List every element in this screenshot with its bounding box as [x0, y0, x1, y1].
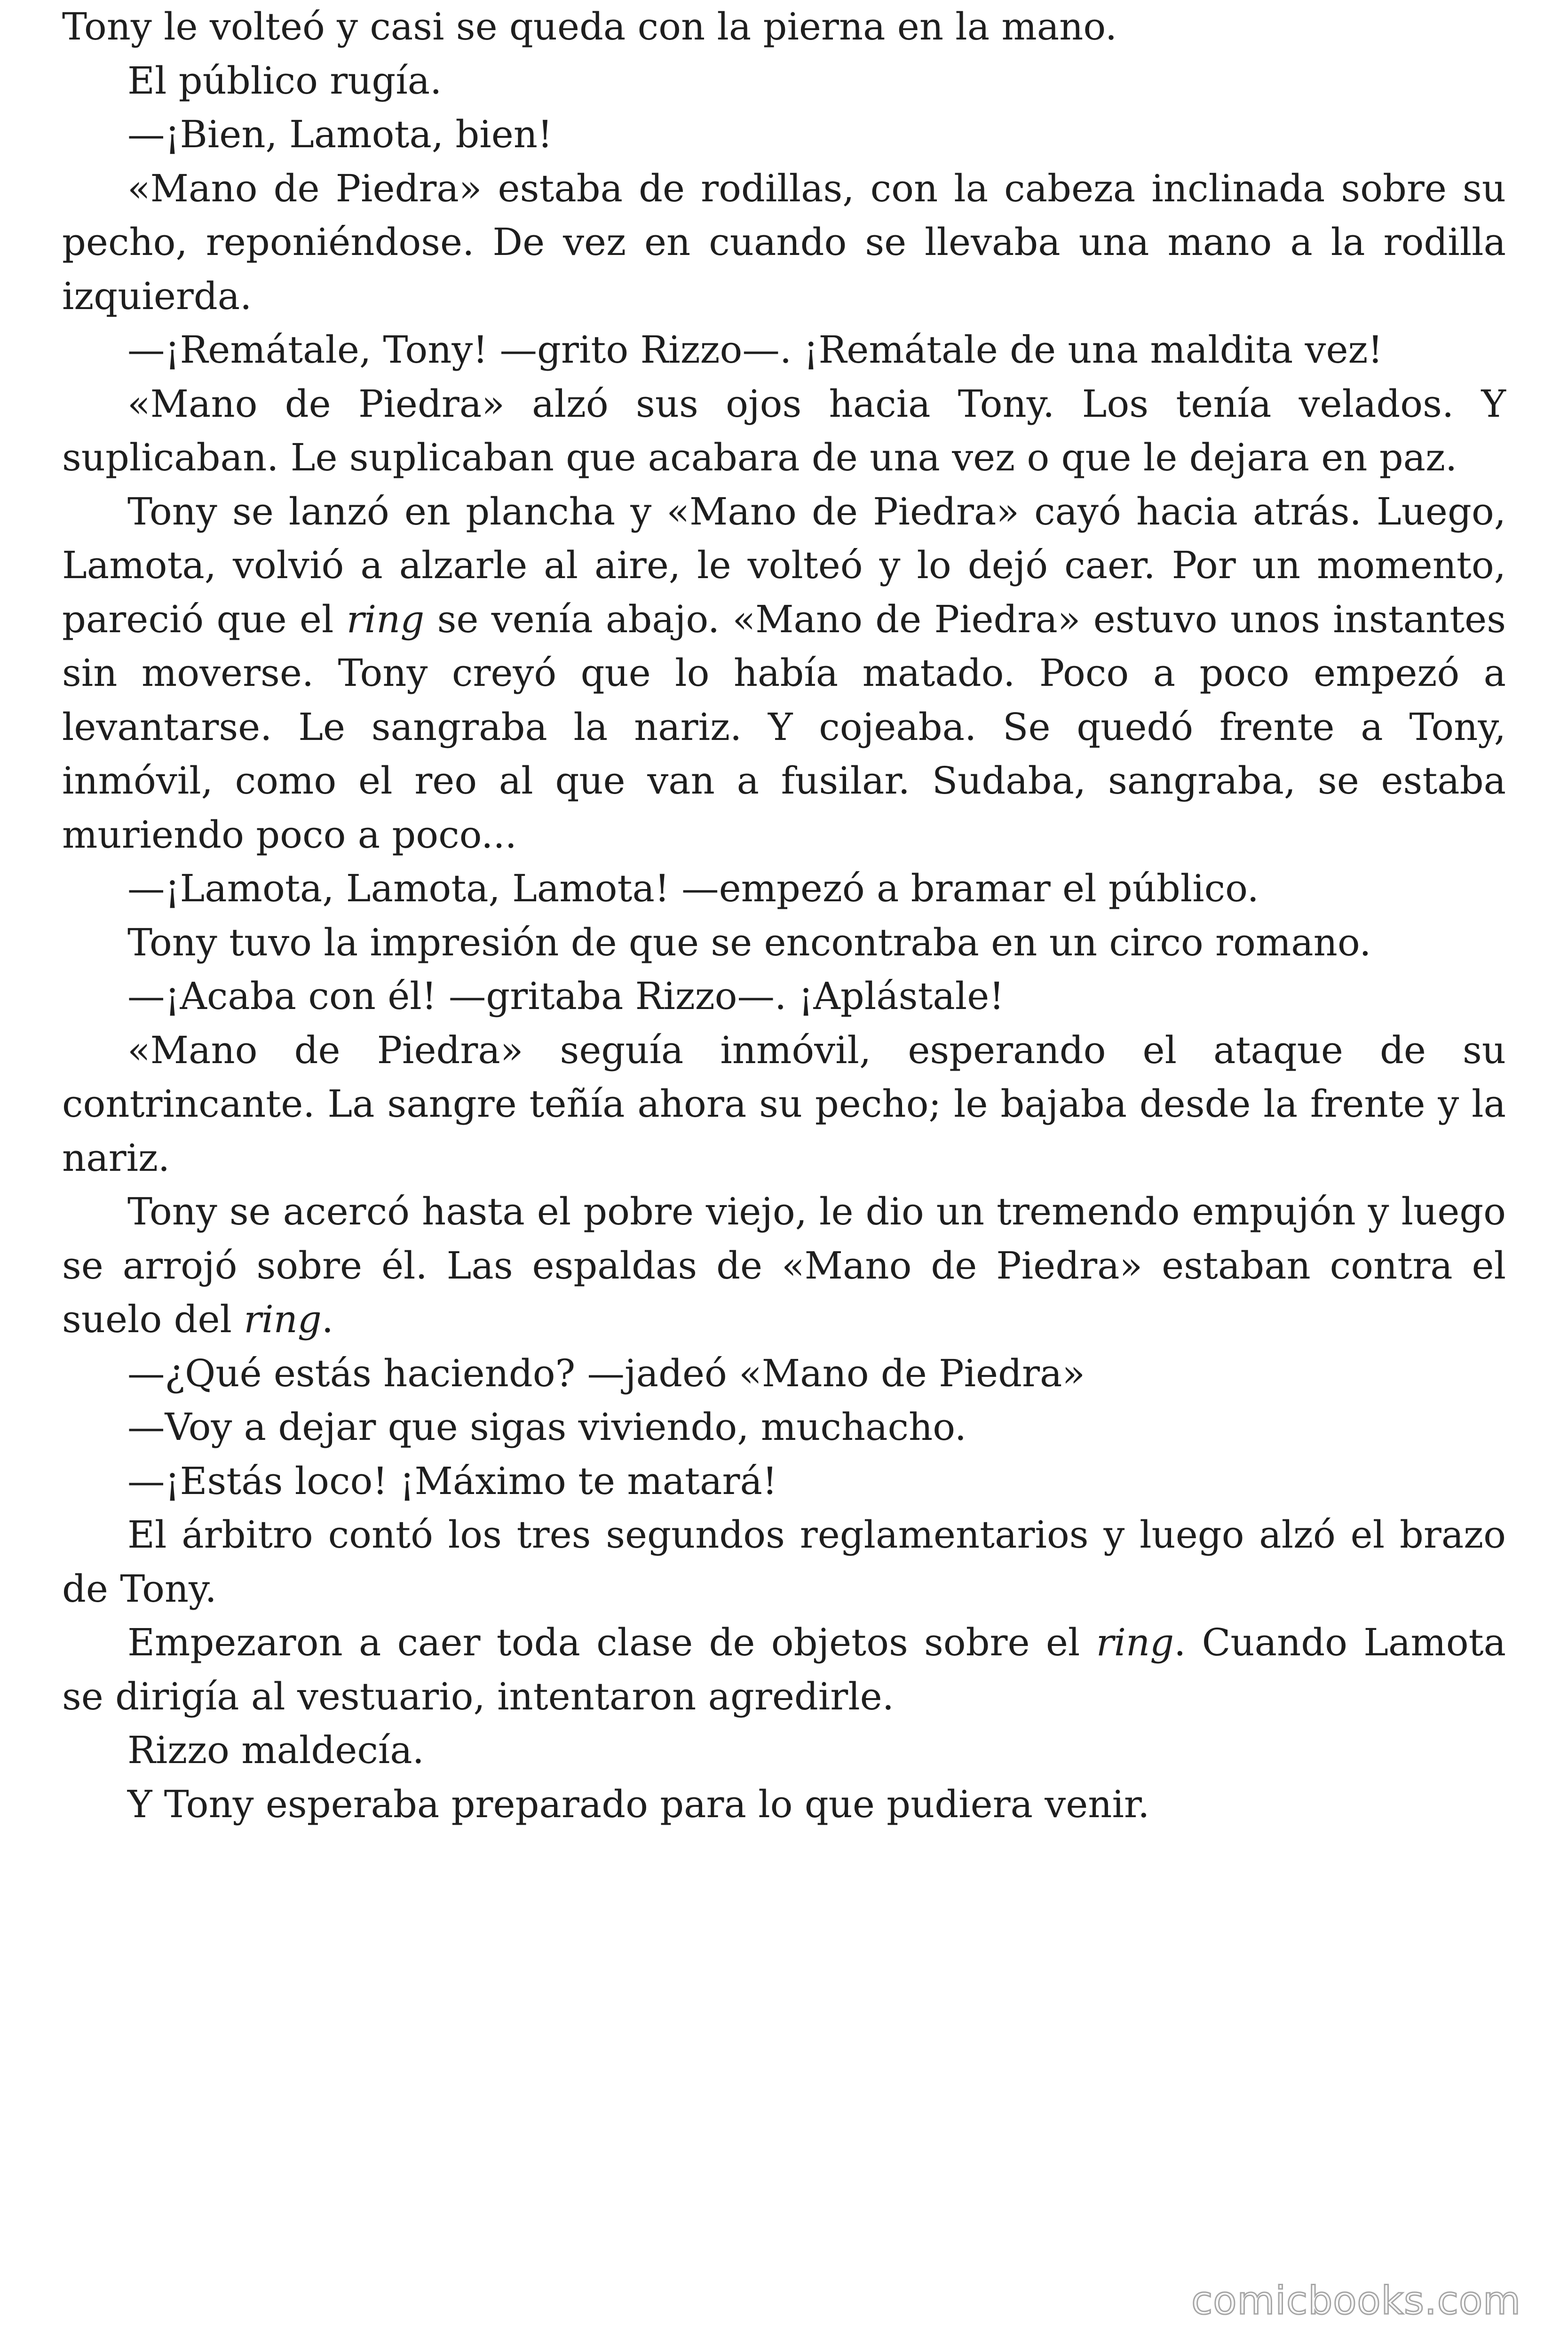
paragraph — [62, 1400, 1506, 1454]
text-body — [62, 0, 1506, 1831]
text-run: —¿Qué estás haciendo? —jadeó «Mano de Piedra» — [127, 1351, 1085, 1395]
text-run: «Mano de Piedra» estaba de rodillas, con la cabeza inclinada sobre su pecho, reponiéndose. De vez en cuando se llevaba una mano a la rodilla izquierda. — [62, 166, 1506, 318]
paragraph — [62, 1185, 1506, 1347]
text-run: Tony tuvo la impresión de que se encontraba en un circo romano. — [127, 920, 1371, 964]
paragraph — [62, 1454, 1506, 1509]
text-run: Y Tony esperaba preparado para lo que pudiera venir. — [127, 1782, 1150, 1826]
text-run: —¡Estás loco! ¡Máximo te matará! — [127, 1459, 777, 1503]
text-run: . — [321, 1297, 334, 1341]
italic-word: ring — [1096, 1621, 1174, 1664]
text-run: —¡Remátale, Tony! —grito Rizzo—. ¡Remátale de una maldita vez! — [127, 328, 1383, 372]
text-run: «Mano de Piedra» seguía inmóvil, esperando el ataque de su contrincante. La sangre teñía ahora su pecho; le bajaba desde la frente y la nariz. — [62, 1028, 1506, 1180]
text-run: —¡Lamota, Lamota, Lamota! —empezó a bramar el público. — [127, 866, 1259, 910]
paragraph — [62, 862, 1506, 916]
italic-word: ring — [244, 1297, 322, 1341]
paragraph — [62, 162, 1506, 324]
text-run: Empezaron a caer toda clase de objetos sobre el — [127, 1621, 1096, 1664]
paragraph — [62, 485, 1506, 862]
text-run: —¡Acaba con él! —gritaba Rizzo—. ¡Aplástale! — [127, 974, 1005, 1018]
paragraph — [62, 377, 1506, 485]
paragraph — [62, 1778, 1506, 1832]
text-run: Tony le volteó y casi se queda con la pierna en la mano. — [62, 5, 1117, 48]
paragraph — [62, 54, 1506, 108]
text-run: —Voy a dejar que sigas viviendo, muchacho. — [127, 1405, 966, 1449]
paragraph — [62, 1616, 1506, 1724]
text-run: «Mano de Piedra» alzó sus ojos hacia Tony. Los tenía velados. Y suplicaban. Le suplicaban que acabara de una vez o que le dejara en paz. — [62, 381, 1506, 479]
book-page — [62, 0, 1506, 1831]
paragraph — [62, 108, 1506, 162]
continuation-paragraph — [62, 0, 1506, 54]
text-run: —¡Bien, Lamota, bien! — [127, 112, 553, 156]
text-run: Tony se acercó hasta el pobre viejo, le dio un tremendo empujón y luego se arrojó sobre él. Las espaldas de «Mano de Piedra» estaban contra el suelo del — [62, 1190, 1506, 1341]
text-run: . Cuando Lamota se dirigía al vestuario, intentaron agredirle. — [62, 1621, 1506, 1718]
paragraph — [62, 1508, 1506, 1616]
text-run: Rizzo maldecía. — [127, 1728, 424, 1772]
paragraph — [62, 916, 1506, 970]
paragraph — [62, 1347, 1506, 1401]
text-run: se venía abajo. «Mano de Piedra» estuvo unos instantes sin moverse. Tony creyó que lo había matado. Poco a poco empezó a levantarse. Le sangraba la nariz. Y cojeaba. Se quedó frente a Tony, inmóvil, como el reo al que van a fusilar. Sudaba, sangraba, se estaba muriendo poco a poco... — [62, 597, 1506, 857]
paragraph — [62, 1724, 1506, 1778]
text-run: El árbitro contó los tres segundos reglamentarios y luego alzó el brazo de Tony. — [62, 1513, 1506, 1611]
paragraph — [62, 323, 1506, 377]
italic-word: ring — [346, 597, 425, 641]
watermark: comicbooks.com — [1191, 2279, 1521, 2323]
text-run: Tony se lanzó en plancha y «Mano de Piedra» cayó hacia atrás. Luego, Lamota, volvió a alzarle al aire, le volteó y lo dejó caer. Por un momento, pareció que el — [62, 489, 1506, 641]
paragraph — [62, 1024, 1506, 1185]
paragraph — [62, 969, 1506, 1024]
text-run: El público rugía. — [127, 58, 442, 103]
